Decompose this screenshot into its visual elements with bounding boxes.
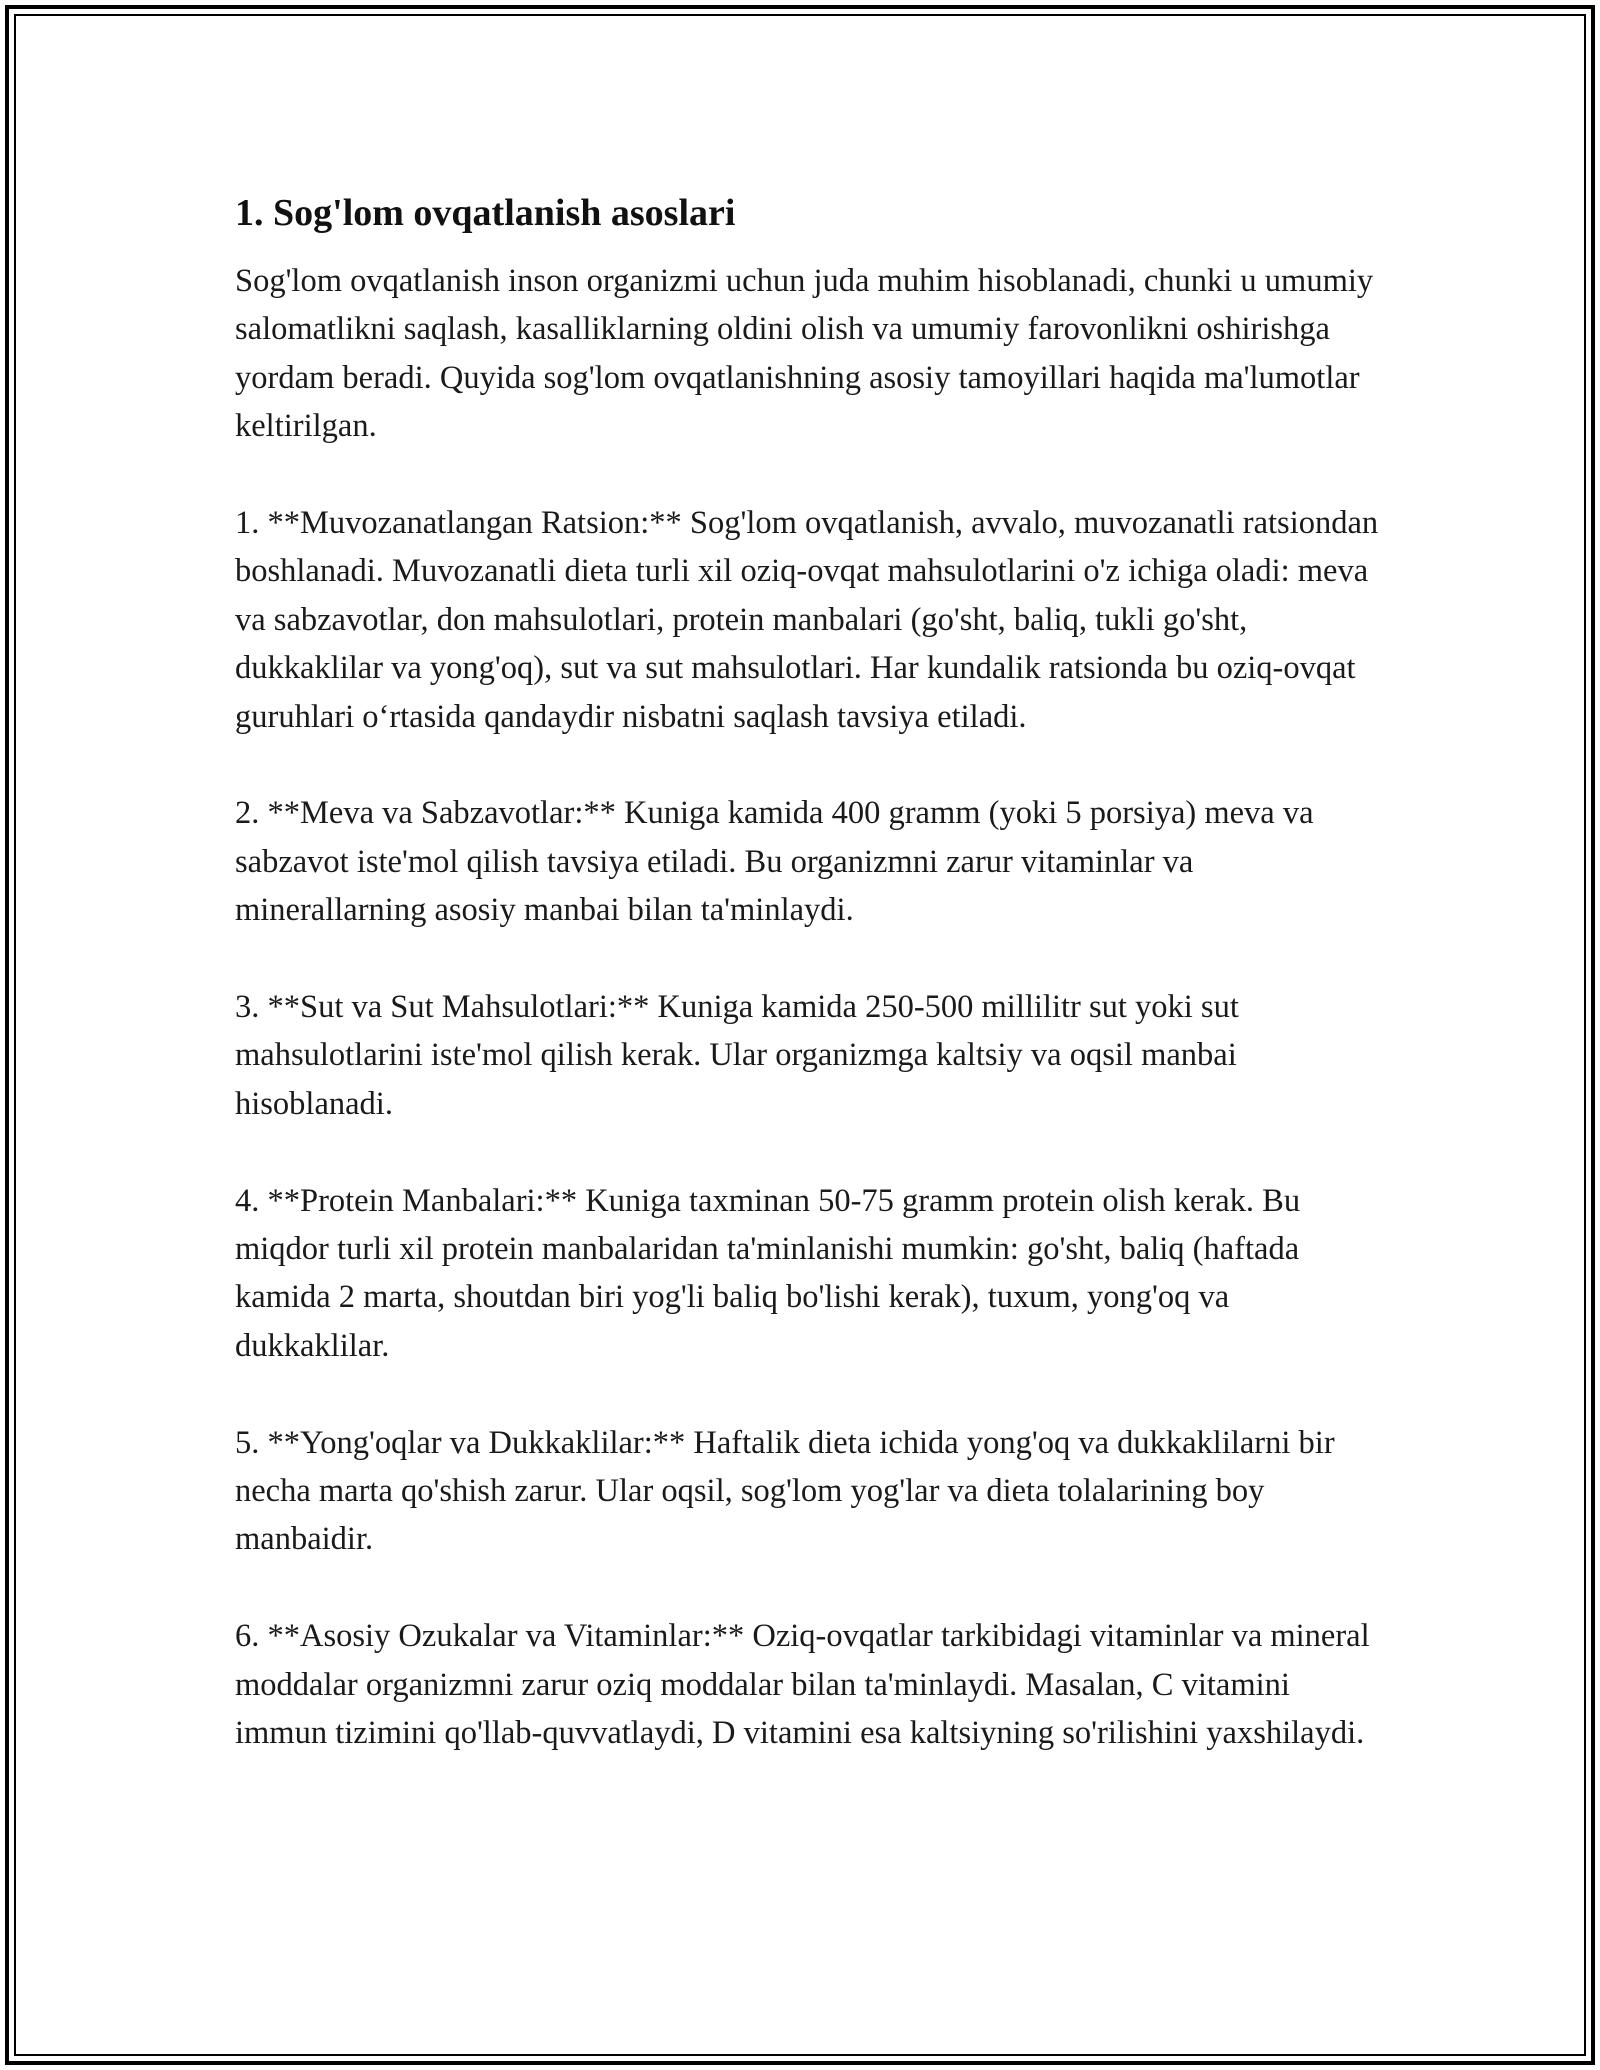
list-item: 6. **Asosiy Ozukalar va Vitaminlar:** Oziq-ovqatlar tarkibidagi vitaminlar va mineral moddalar organizmni zarur oziq moddalar bilan ta'minlaydi. Masalan, C vitamini immun tizimini qo'llab-quvvatlaydi, D vitamini esa kaltsiyning so'rilishini yaxshilaydi. <box>235 1618 1370 1752</box>
list-item: 2. **Meva va Sabzavotlar:** Kuniga kamida 400 gramm (yoki 5 porsiya) meva va sabzavot iste'mol qilish tavsiya etiladi. Bu organizmni zarur vitaminlar va minerallarning asosiy manbai bilan ta'minlaydi. <box>235 795 1314 929</box>
list-item: 3. **Sut va Sut Mahsulotlari:** Kuniga kamida 250-500 millilitr sut yoki sut mahsulotlarini iste'mol qilish kerak. Ular organizmga kaltsiy va oqsil manbai hisoblanadi. <box>235 989 1239 1122</box>
list-item: 1. **Muvozanatlangan Ratsion:** Sog'lom ovqatlanish, avvalo, muvozanatli ratsiondan boshlanadi. Muvozanatli dieta turli xil oziq-ovqat mahsulotlarini o'z ichiga oladi: meva va sabzavotlar, don mahsulotlari, protein manbalari (go'sht, baliq, tukli go'sht, dukkaklilar va yong'oq), sut va sut mahsulotlari. Har kundalik ratsionda bu oziq-ovqat guruhlari o‘rtasida qandaydir nisbatni saqlash tavsiya etiladi. <box>235 505 1379 735</box>
list-item: 5. **Yong'oqlar va Dukkaklilar:** Haftalik dieta ichida yong'oq va dukkaklilarni bir necha marta qo'shish zarur. Ular oqsil, sog'lom yog'lar va dieta tolalarining boy manbaidir. <box>235 1424 1335 1558</box>
intro-paragraph: Sog'lom ovqatlanish inson organizmi uchun juda muhim hisoblanadi, chunki u umumiy salomatlikni saqlash, kasalliklarning oldini olish va umumiy farovonlikni oshirishga yordam beradi. Quyida sog'lom ovqatlanishning asosiy tamoyillari haqida ma'lumotlar keltirilgan. <box>235 263 1374 445</box>
document-body <box>235 187 1385 1758</box>
document-title: 1. Sog'lom ovqatlanish asoslari <box>235 192 736 234</box>
list-item: 4. **Protein Manbalari:** Kuniga taxminan 50-75 gramm protein olish kerak. Bu miqdor turli xil protein manbalaridan ta'minlanishi mumkin: go'sht, baliq (haftada kamida 2 marta, shoutdan biri yog'li baliq bo'lishi kerak), tuxum, yong'oq va dukkaklilar. <box>235 1182 1301 1364</box>
